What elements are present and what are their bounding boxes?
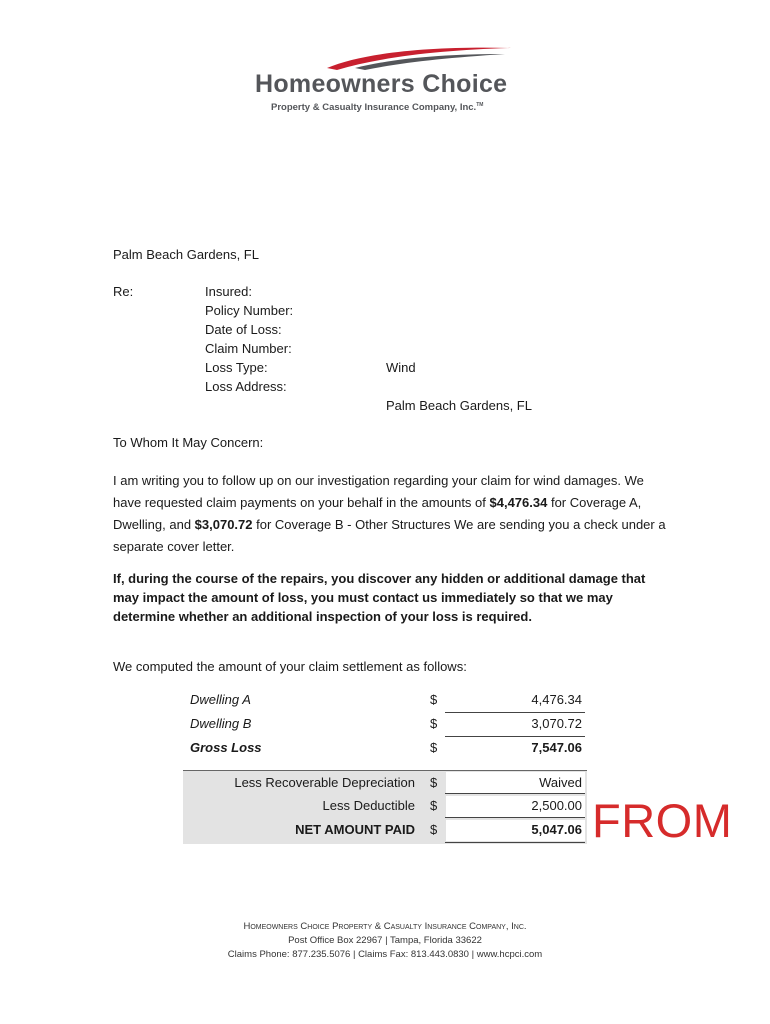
dwelling-a-currency: $ [430, 692, 438, 707]
dwelling-b-currency: $ [430, 716, 438, 731]
deductible-label: Less Deductible [322, 798, 415, 813]
damage-warning: If, during the course of the repairs, you discover any hidden or additional damage that may impact the amount of loss, you must contact us immediately so that we may determine whether an additional inspection of your loss is required. [113, 571, 646, 624]
computed-intro: We computed the amount of your claim settlement as follows: [113, 659, 467, 674]
footer-address: Post Office Box 22967 | Tampa, Florida 33622 [288, 935, 482, 946]
gross-loss-value: 7,547.06 [531, 740, 582, 755]
dwelling-a-label: Dwelling A [190, 692, 251, 707]
loss-type-label: Loss Type: [205, 360, 268, 375]
logo-name: Homeowners Choice [255, 70, 508, 98]
divider [445, 736, 585, 737]
depreciation-currency: $ [430, 775, 438, 790]
company-logo [255, 40, 525, 120]
depreciation-label: Less Recoverable Depreciation [234, 775, 415, 790]
gross-loss-label: Gross Loss [190, 740, 262, 755]
coverage-b-amount: $3,070.72 [194, 517, 253, 532]
gross-loss-currency: $ [430, 740, 438, 755]
re-label: Re: [113, 284, 134, 299]
net-paid-label: NET AMOUNT PAID [295, 822, 415, 837]
insured-label: Insured: [205, 284, 252, 299]
footer-contact: Claims Phone: 877.235.5076 | Claims Fax: 813.443.0830 | www.hcpci.com [227, 949, 543, 960]
from-stamp: FROM [592, 794, 733, 847]
dwelling-a-value: 4,476.34 [531, 692, 582, 707]
deductible-currency: $ [430, 798, 438, 813]
divider [445, 793, 585, 794]
loss-type-value: Wind [386, 360, 416, 375]
logo-swoosh-icon [325, 44, 525, 72]
loss-address-label: Loss Address: [205, 379, 287, 394]
salutation: To Whom It May Concern: [113, 435, 264, 450]
depreciation-value: Waived [539, 775, 582, 790]
deductible-value: 2,500.00 [531, 798, 582, 813]
divider [445, 842, 585, 843]
coverage-a-amount: $4,476.34 [489, 495, 548, 510]
logo-subtitle: Property & Casualty Insurance Company, Inc.™ [271, 102, 484, 114]
loss-address-value: Palm Beach Gardens, FL [386, 398, 532, 413]
dwelling-b-label: Dwelling B [190, 716, 252, 731]
dwelling-b-value: 3,070.72 [531, 716, 582, 731]
policy-number-label: Policy Number: [205, 303, 294, 318]
claim-number-label: Claim Number: [205, 341, 292, 356]
body-paragraph: I am writing you to follow up on our investigation regarding your claim for wind damages. We have requested claim payments on your behalf in the amounts of $4,476.34 for Coverage A, Dwelling, and $3,070.72 for Coverage B - Other Structures We are sending you a check under a separate cover letter. [113, 473, 666, 554]
date-of-loss-label: Date of Loss: [205, 322, 282, 337]
net-paid-currency: $ [430, 822, 438, 837]
net-paid-value: 5,047.06 [531, 822, 582, 837]
divider [445, 817, 585, 818]
divider [445, 712, 585, 713]
footer-company: Homeowners Choice Property & Casualty Insurance Company, Inc. [243, 921, 527, 932]
letter-location: Palm Beach Gardens, FL [113, 247, 259, 262]
